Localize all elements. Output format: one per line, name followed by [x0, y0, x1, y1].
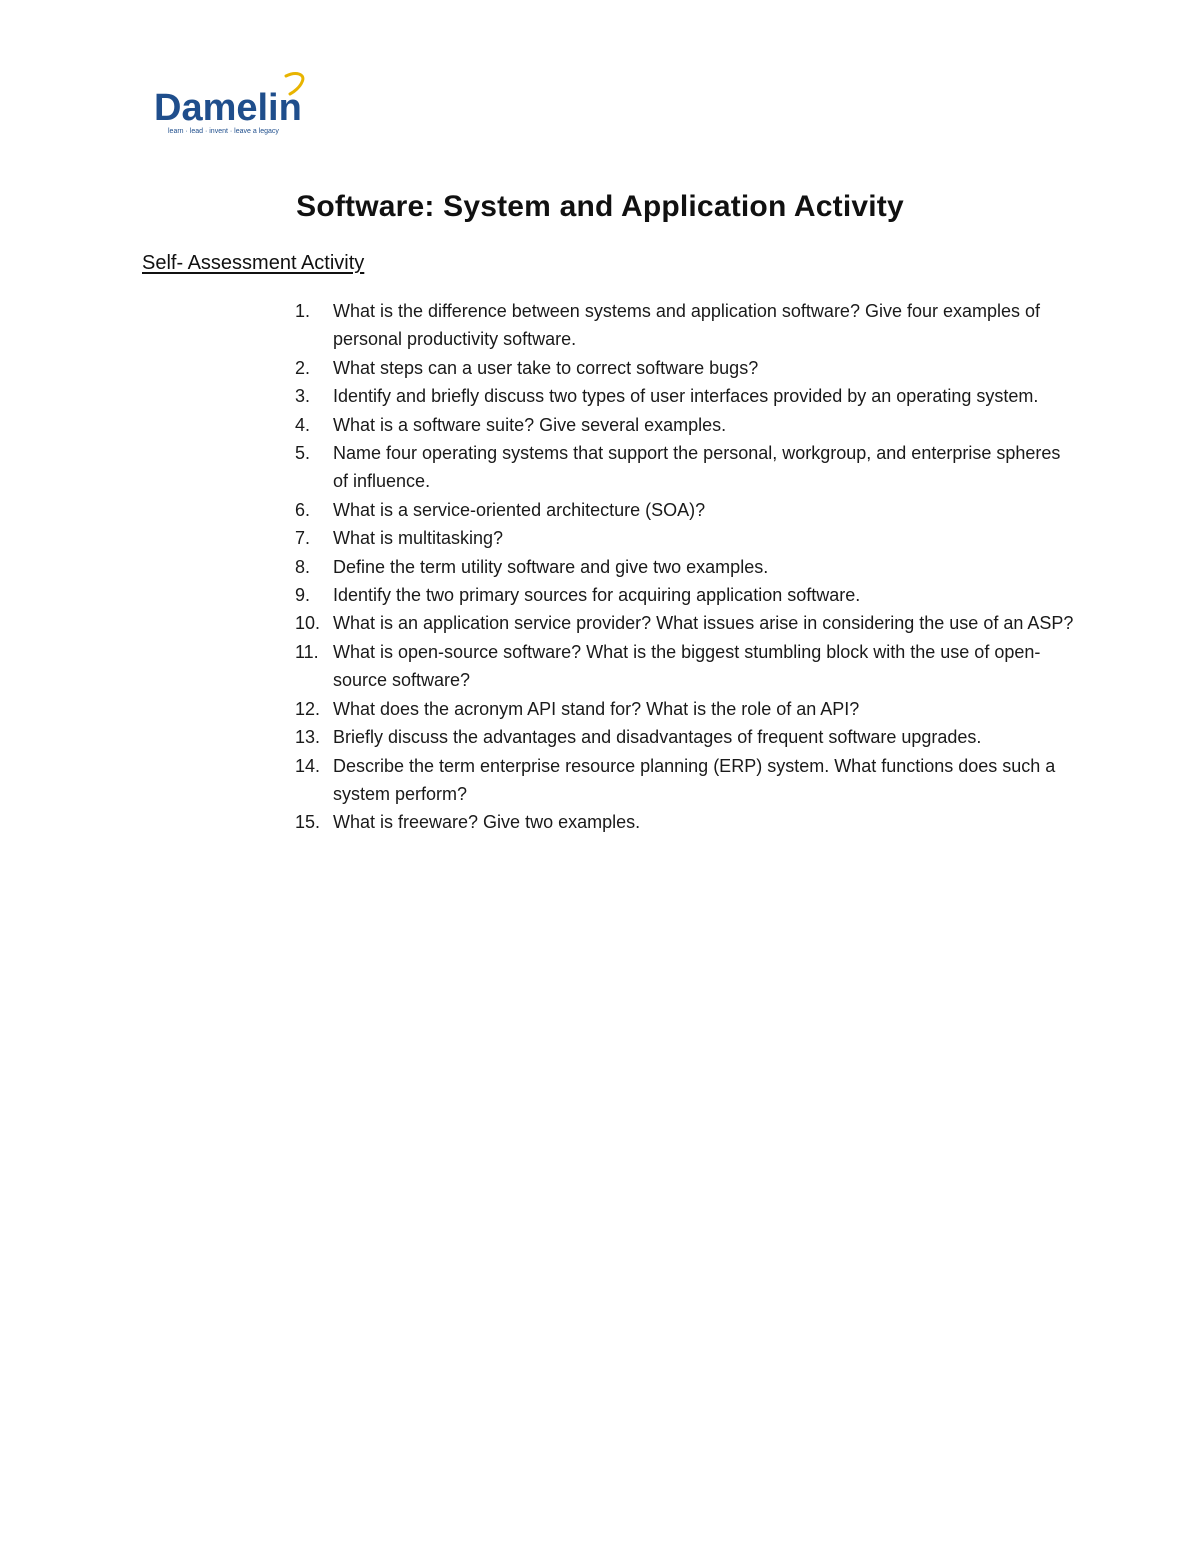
question-number: 2. [295, 357, 311, 378]
section-heading: Self- Assessment Activity [142, 252, 365, 274]
question-number: 11. [295, 641, 319, 662]
damelin-logo [150, 70, 340, 140]
question-item [295, 581, 1075, 609]
question-item [295, 382, 1075, 410]
question-text: Describe the term enterprise resource planning (ERP) system. What functions does such a system perform? [333, 755, 1056, 804]
question-text: What is freeware? Give two examples. [333, 812, 641, 833]
question-text: Name four operating systems that support the personal, workgroup, and enterprise spheres of influence. [333, 443, 1061, 492]
question-number: 14. [295, 755, 321, 776]
question-item [295, 411, 1075, 439]
question-item [295, 524, 1075, 552]
question-text: What steps can a user take to correct software bugs? [333, 357, 759, 378]
question-number: 12. [295, 698, 321, 719]
question-number: 1. [295, 301, 311, 321]
question-item [295, 553, 1075, 581]
question-item [295, 723, 1075, 751]
page-title: Software: System and Application Activity [296, 190, 904, 223]
question-item [295, 297, 1075, 354]
question-text: What does the acronym API stand for? What is the role of an API? [333, 698, 860, 719]
question-text: Identify and briefly discuss two types of user interfaces provided by an operating system. [333, 386, 1039, 407]
question-number: 8. [295, 556, 311, 577]
question-text: What is multitasking? [333, 528, 504, 549]
question-text: What is a software suite? Give several examples. [333, 414, 727, 435]
question-item [295, 752, 1075, 809]
question-text: What is a service-oriented architecture (SOA)? [333, 499, 706, 520]
question-item [295, 808, 1075, 836]
question-text: Briefly discuss the advantages and disadvantages of frequent software upgrades. [333, 727, 982, 748]
question-text: What is the difference between systems and application software? Give four examples of personal productivity software. [333, 301, 1041, 350]
question-list [295, 297, 1075, 837]
question-number: 6. [295, 499, 311, 520]
question-number: 3. [295, 386, 311, 407]
question-number: 4. [295, 414, 311, 435]
question-text: Define the term utility software and give two examples. [333, 556, 769, 577]
question-number: 9. [295, 585, 311, 606]
question-text: What is an application service provider? What issues arise in considering the use of an ASP? [333, 613, 1074, 634]
question-item [295, 354, 1075, 382]
question-text: What is open-source software? What is the biggest stumbling block with the use of open-source software? [333, 641, 1041, 691]
question-item [295, 638, 1075, 695]
question-text: Identify the two primary sources for acquiring application software. [333, 585, 861, 606]
logo-wordmark: Damelin [154, 87, 302, 129]
question-item [295, 695, 1075, 723]
question-item [295, 439, 1075, 496]
logo-tagline: learn · lead · invent · leave a legacy [168, 128, 279, 135]
question-number: 15. [295, 812, 321, 833]
question-number: 7. [295, 528, 311, 549]
question-item [295, 609, 1075, 637]
question-item [295, 496, 1075, 524]
question-number: 5. [295, 443, 311, 464]
question-number: 13. [295, 727, 321, 748]
question-number: 10. [295, 613, 321, 634]
damelin-logo-graphic [150, 70, 340, 140]
